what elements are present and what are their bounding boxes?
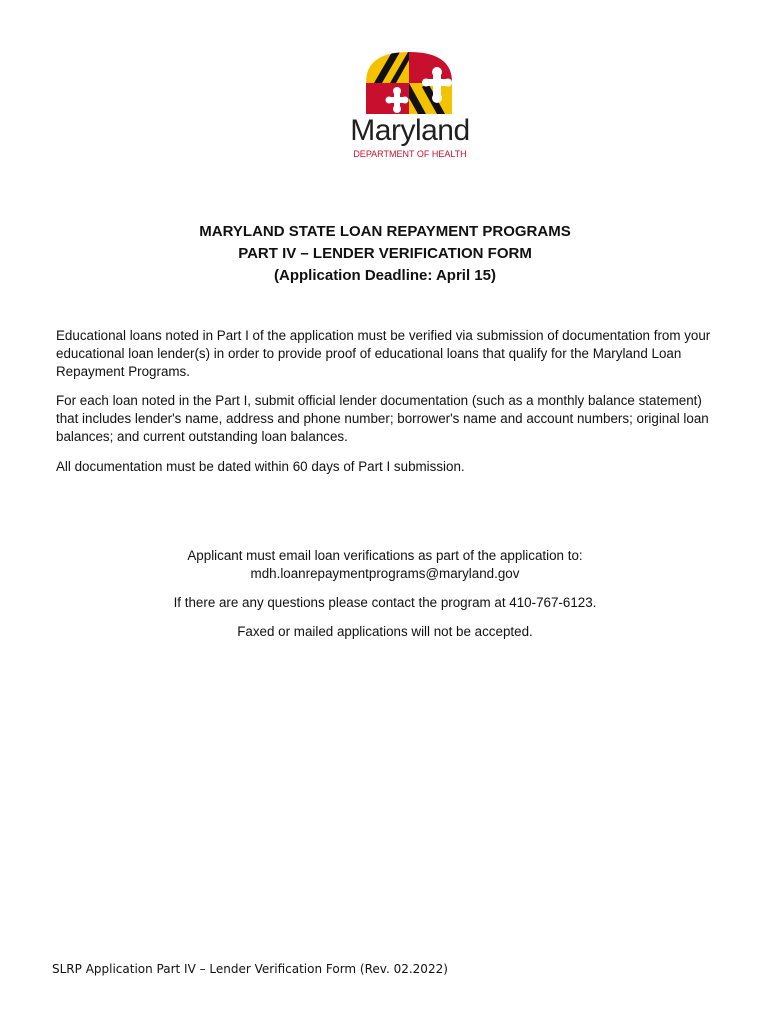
submission-notice: Faxed or mailed applications will not be accepted. [237, 624, 533, 639]
logo-wordmark: Maryland [350, 114, 470, 147]
maryland-flag-logo-icon [366, 52, 452, 114]
page-footer: SLRP Application Part IV – Lender Verification Form (Rev. 02.2022) [52, 962, 448, 976]
logo-subtitle: DEPARTMENT OF HEALTH [353, 149, 467, 159]
title-line-2: PART IV – LENDER VERIFICATION FORM [238, 245, 532, 262]
paragraph-lender-documentation: For each loan noted in the Part I, submit official lender documentation (such as a monthly balance statement) that includes lender's name, address and phone number; borrower's name and account numbers; original loan balances; and current outstanding loan balances. [56, 393, 709, 444]
contact-phone-line: If there are any questions please contact the program at 410-767-6123. [173, 595, 597, 610]
maryland-health-logo [330, 52, 490, 162]
contact-email: mdh.loanrepaymentprograms@maryland.gov [250, 566, 520, 581]
paragraph-date-requirement: All documentation must be dated within 60 days of Part I submission. [56, 459, 465, 474]
paragraph-loan-verification: Educational loans noted in Part I of the application must be verified via submission of documentation from your educational loan lender(s) in order to provide proof of educational loans that qualify for the Maryland Loan Repayment Programs. [56, 328, 711, 379]
title-line-3: (Application Deadline: April 15) [274, 267, 496, 284]
title-line-1: MARYLAND STATE LOAN REPAYMENT PROGRAMS [199, 223, 571, 240]
email-instruction: Applicant must email loan verifications as part of the application to: [187, 548, 583, 563]
document-title [0, 221, 770, 287]
